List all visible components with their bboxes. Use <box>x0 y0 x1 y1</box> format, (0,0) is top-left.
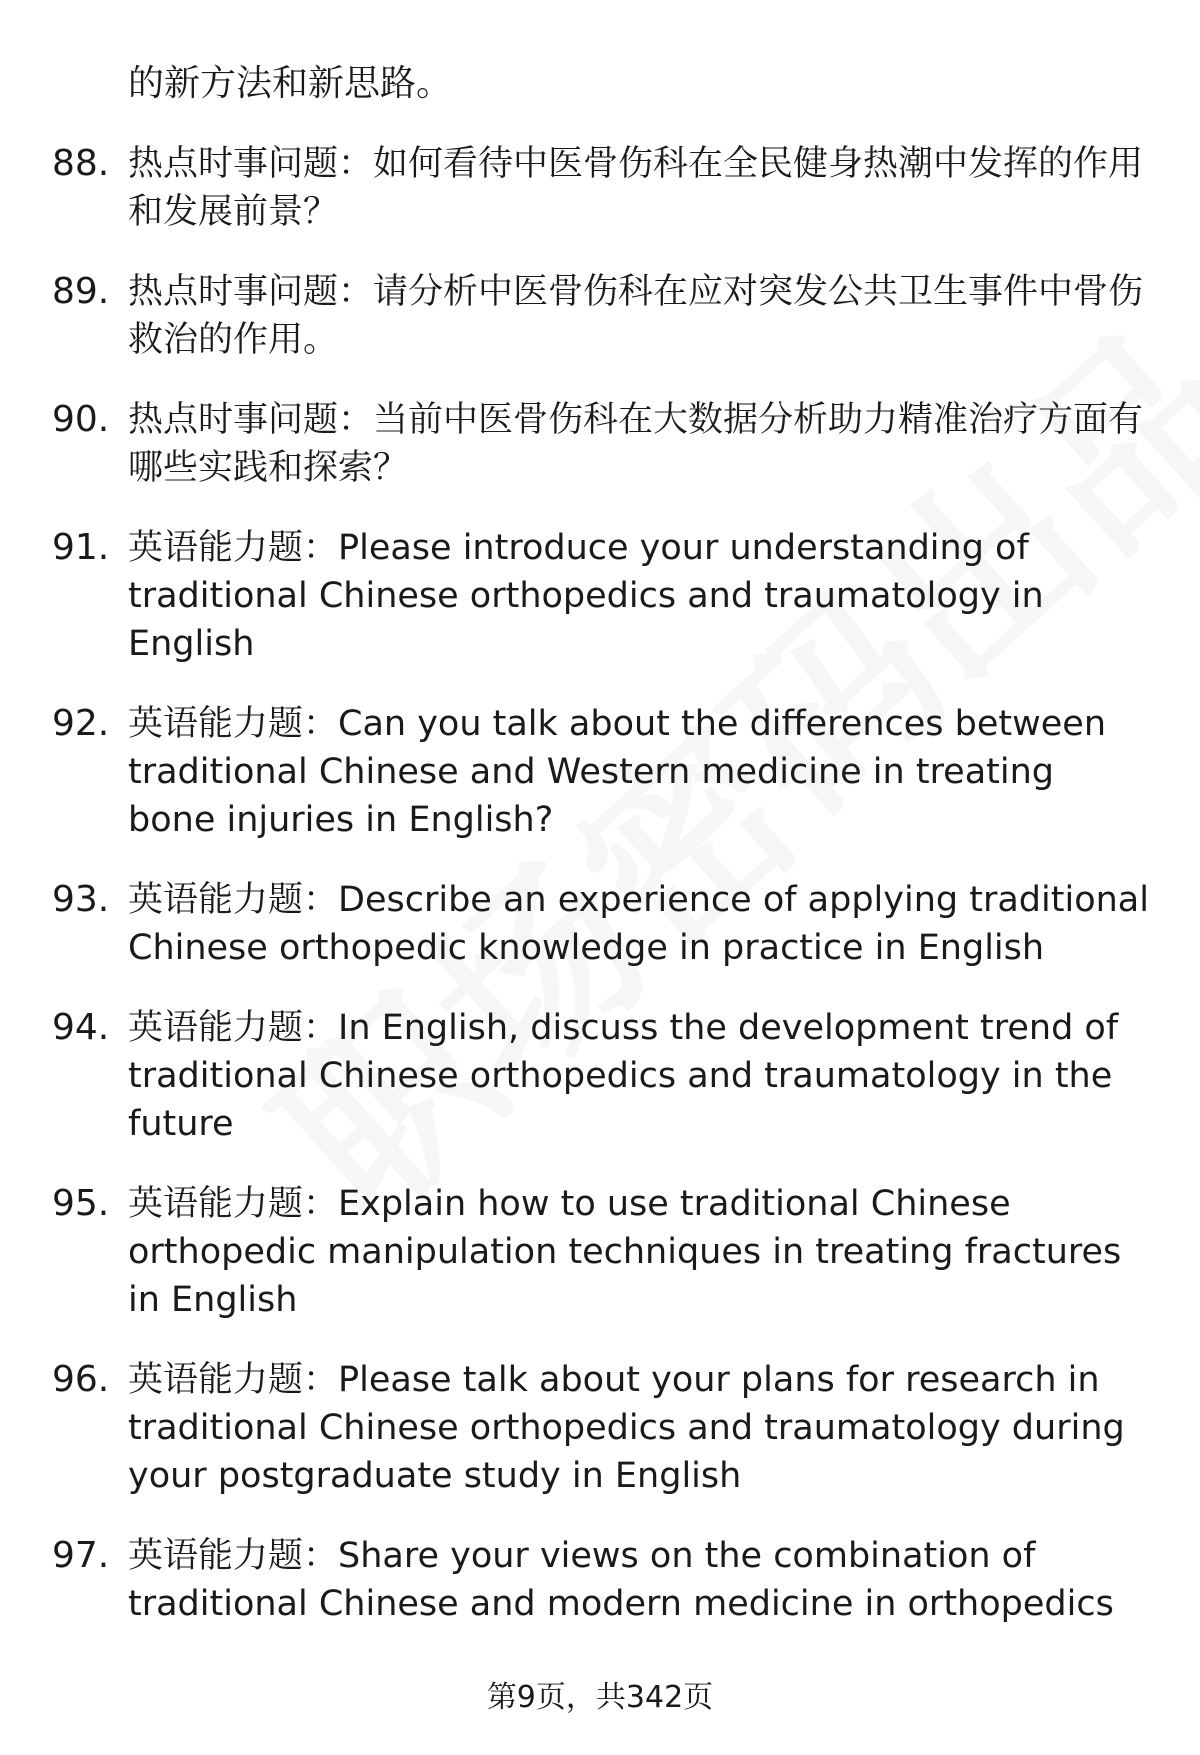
question-list <box>52 60 1152 1660</box>
item-text: 热点时事问题：请分析中医骨伤科在应对突发公共卫生事件中骨伤救治的作用。 <box>128 272 1144 360</box>
item-number: 88. <box>52 143 110 184</box>
continuation-text: 的新方法和新思路。 <box>128 63 453 104</box>
item-text: 英语能力题：Describe an experience of applying traditional Chinese orthopedic knowledge in practice in English <box>128 880 1149 968</box>
item-text: 热点时事问题：当前中医骨伤科在大数据分析助力精准治疗方面有哪些实践和探索？ <box>128 400 1144 488</box>
list-item <box>52 1532 1152 1628</box>
item-number: 97. <box>52 1535 110 1576</box>
item-text: 英语能力题：Can you talk about the differences between traditional Chinese and Western medicine in treating bone injuries in English? <box>128 704 1107 840</box>
list-item <box>52 1004 1152 1148</box>
item-text: 英语能力题：Share your views on the combination of traditional Chinese and modern medicine in orthopedics <box>128 1536 1114 1624</box>
item-text: 英语能力题：Explain how to use traditional Chinese orthopedic manipulation techniques in treating fractures in English <box>128 1184 1122 1320</box>
list-item <box>52 876 1152 972</box>
list-item <box>52 396 1152 492</box>
item-text: 英语能力题：Please introduce your understanding of traditional Chinese orthopedics and traumatology in English <box>128 528 1044 664</box>
item-number: 95. <box>52 1183 110 1224</box>
item-text: 英语能力题：Please talk about your plans for research in traditional Chinese orthopedics and traumatology during your postgraduate study in English <box>128 1360 1125 1496</box>
item-text: 热点时事问题：如何看待中医骨伤科在全民健身热潮中发挥的作用和发展前景？ <box>128 144 1144 232</box>
list-item <box>52 268 1152 364</box>
list-item <box>52 524 1152 668</box>
list-item <box>52 1180 1152 1324</box>
list-item <box>52 140 1152 236</box>
item-number: 92. <box>52 703 110 744</box>
item-number: 91. <box>52 527 110 568</box>
item-number: 94. <box>52 1007 110 1048</box>
list-item <box>52 700 1152 844</box>
item-number: 93. <box>52 879 110 920</box>
item-number: 96. <box>52 1359 110 1400</box>
page-footer: 第9页，共342页 <box>486 1680 714 1715</box>
list-item <box>52 1356 1152 1500</box>
item-text: 英语能力题：In English, discuss the development trend of traditional Chinese orthopedics and traumatology in the future <box>128 1008 1119 1144</box>
item-number: 90. <box>52 399 110 440</box>
item-number: 89. <box>52 271 110 312</box>
